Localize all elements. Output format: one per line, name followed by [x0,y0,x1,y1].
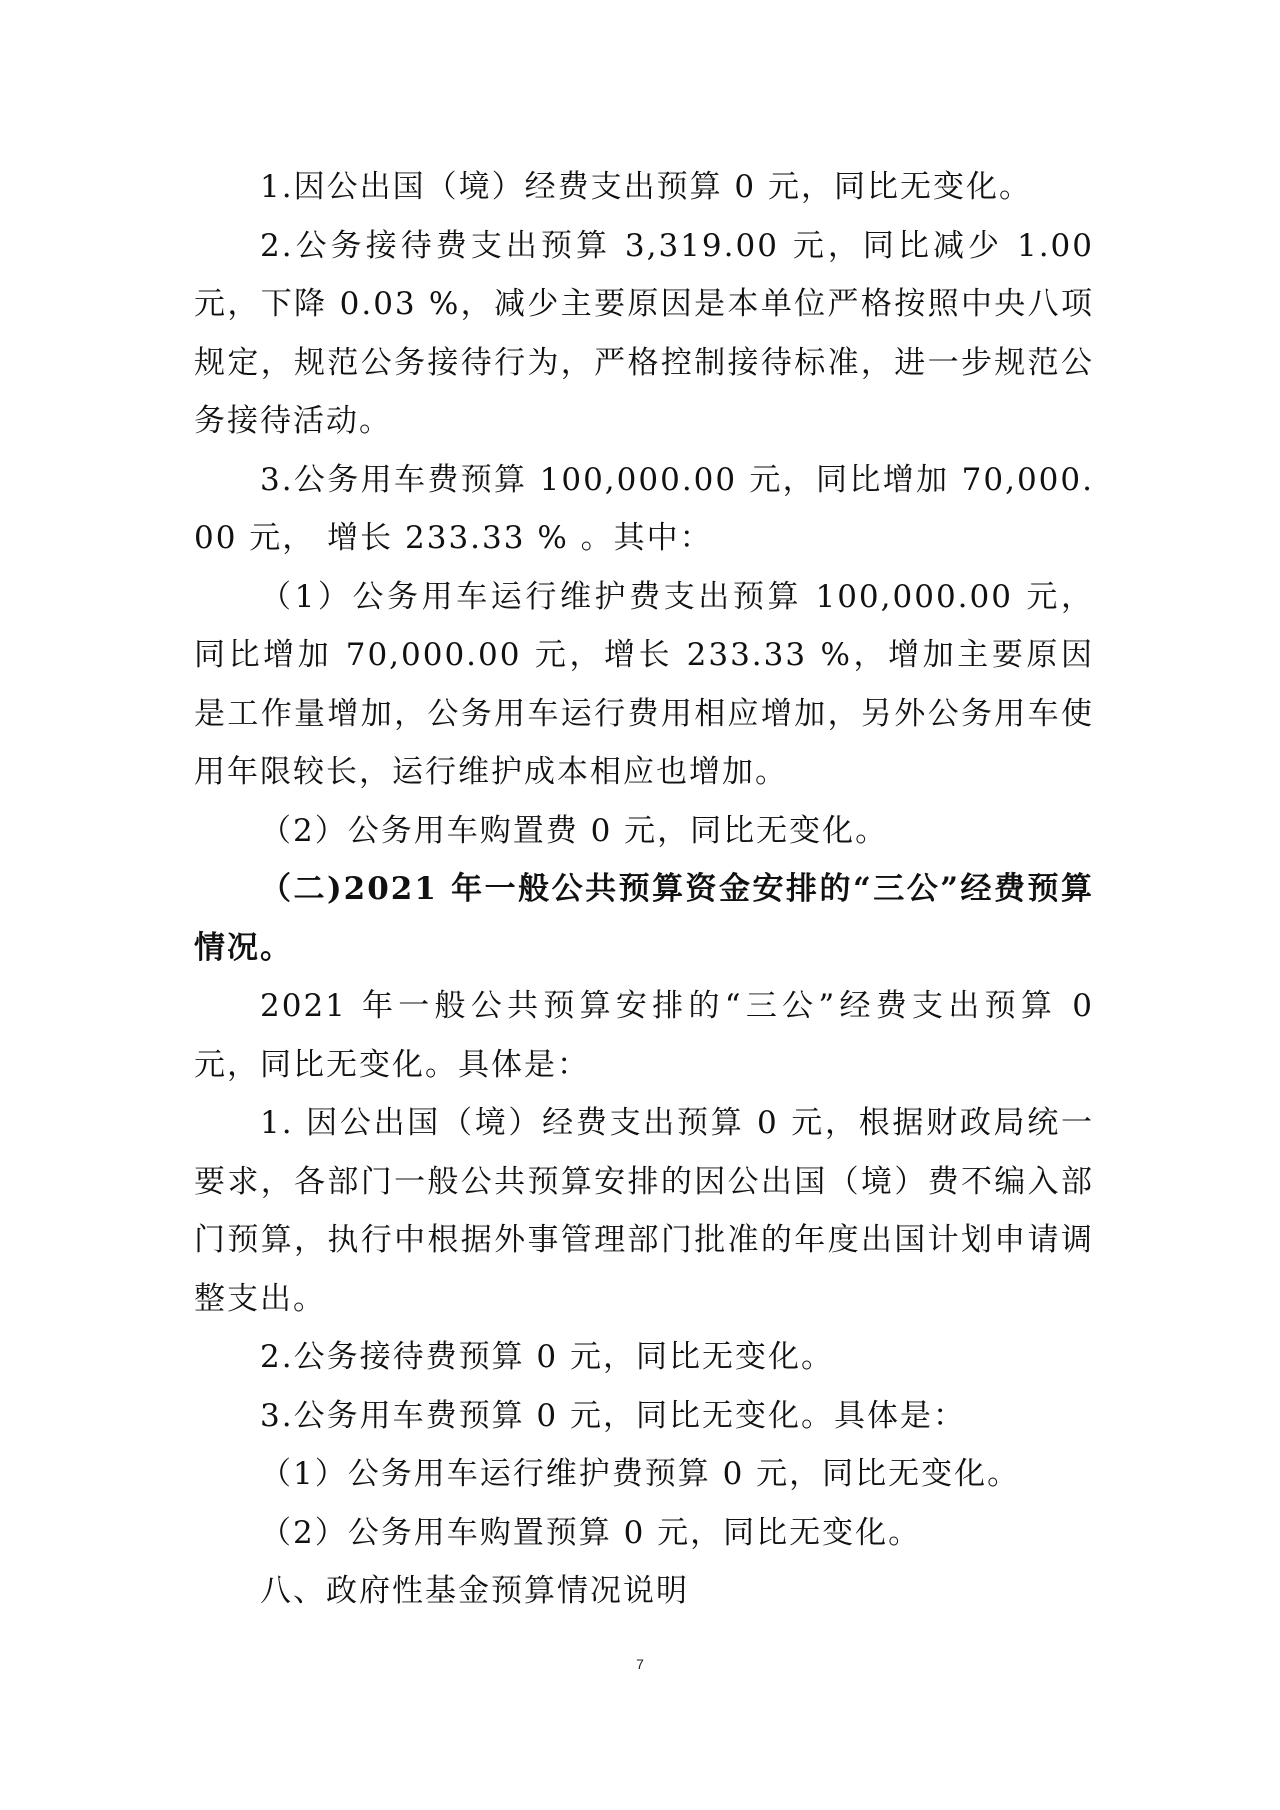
paragraph-11: （1）公务用车运行维护费预算 0 元，同比无变化。 [260,1456,1021,1492]
paragraph-12: （2）公务用车购置预算 0 元，同比无变化。 [260,1514,922,1551]
paragraph-4: （1）公务用车运行维护费支出预算 100,000.00 元，同比增加 70,000.00 元，增长 233.33 %，增加主要原因是工作量增加，公务用车运行费用相应增加，另外公务用车使用年限较长，运行维护成本相应也增加。 [194,578,1094,790]
body-text [194,158,1094,1621]
paragraph-2: 2.公务接待费支出预算 3,319.00 元，同比减少 1.00 元，下降 0.03 %，减少主要原因是本单位严格按照中央八项规定，规范公务接待行为，严格控制接待标准，进一步规范公务接待活动。 [194,227,1094,439]
paragraph-9: 2.公务接待费预算 0 元，同比无变化。 [260,1339,835,1375]
section-heading-8: 八、政府性基金预算情况说明 [260,1573,689,1609]
paragraph-8: 1. 因公出国（境）经费支出预算 0 元，根据财政局统一要求，各部门一般公共预算安排的因公出国（境）费不编入部门预算，执行中根据外事管理部门批准的年度出国计划申请调整支出。 [194,1105,1094,1317]
paragraph-3: 3.公务用车费预算 100,000.00 元，同比增加 70,000.00 元， 增长 233.33 % 。其中： [194,461,1094,556]
paragraph-7: 2021 年一般公共预算安排的“三公”经费支出预算 0 元，同比无变化。具体是： [194,988,1094,1083]
section-heading-2: （二)2021 年一般公共预算资金安排的“三公”经费预算情况。 [194,871,1094,966]
paragraph-10: 3.公务用车费预算 0 元，同比无变化。具体是： [260,1397,967,1434]
page-number: 7 [636,1656,644,1672]
paragraph-5: （2）公务用车购置费 0 元，同比无变化。 [260,812,889,849]
paragraph-1: 1.因公出国（境）经费支出预算 0 元，同比无变化。 [260,169,1033,205]
